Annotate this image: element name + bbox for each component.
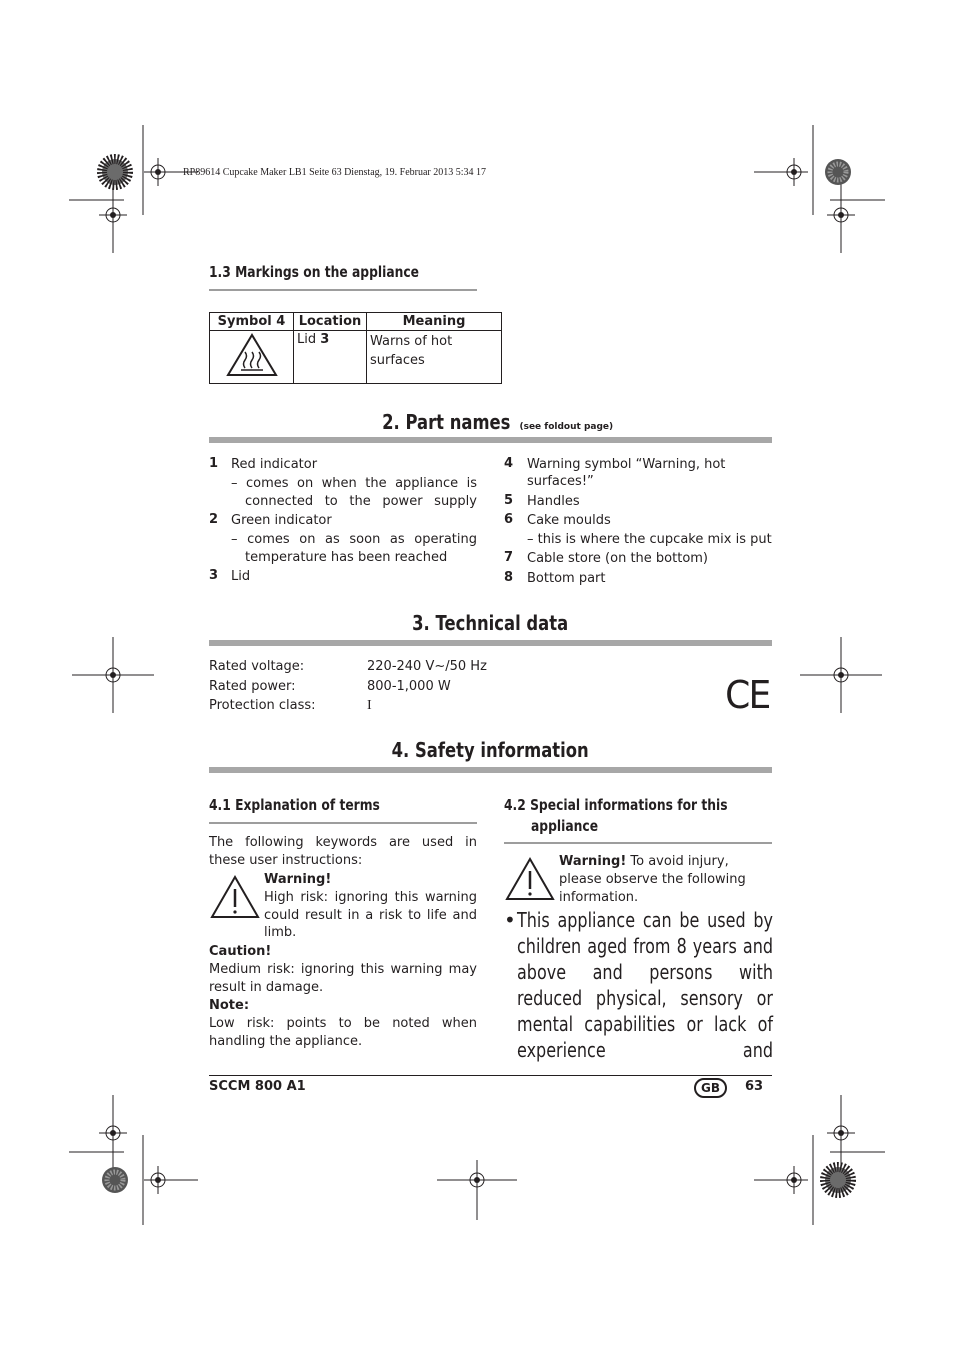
part-label-1: Red indicator: [231, 457, 318, 472]
part-label-8: Bottom part: [527, 571, 606, 586]
warning-triangle-icon: [209, 874, 261, 920]
note-label: Note:: [209, 998, 250, 1013]
tech-value-voltage: 220-240 V~/50 Hz: [367, 659, 487, 674]
special-warning: [559, 853, 772, 907]
tech-label-power: Rated power:: [209, 679, 296, 694]
meaning-text: Warns of hot surfaces: [370, 334, 453, 368]
tech-label-voltage: Rated voltage:: [209, 659, 305, 674]
section-4-2-title-line2: appliance: [531, 817, 599, 835]
warning-label: Warning!: [264, 872, 332, 887]
part-number-8: 8: [504, 570, 514, 585]
markings-table-row: [210, 331, 502, 384]
section-2-rule: [209, 437, 772, 443]
part-sub-2-text: – comes on as soon as operating temperature has been reached: [231, 532, 477, 565]
part-label-3: Lid: [231, 569, 251, 584]
hot-surface-warning-icon: [225, 332, 279, 378]
header-location: Location: [294, 313, 367, 331]
note-text: Low risk: points to be noted when handling the appliance.: [209, 1016, 477, 1049]
part-label-5: Handles: [527, 494, 580, 509]
tech-value-power: 800-1,000 W: [367, 679, 451, 694]
terms-intro: The following keywords are used in these user instructions:: [209, 835, 477, 868]
special-warning-text: To avoid injury, please observe the following information.: [559, 854, 746, 905]
bullet-paragraph: [517, 907, 773, 1063]
header-meaning: Meaning: [367, 313, 502, 331]
section-4-1-title: 4.1 Explanation of terms: [209, 796, 380, 814]
section-4-title: 4. Safety information: [391, 738, 590, 762]
markings-table-header: [210, 313, 502, 331]
part-number-1: 1: [209, 456, 219, 471]
section-3-rule: [209, 640, 772, 646]
section-2-title: 2. Part names: [381, 410, 511, 434]
section-1-3-rule: [209, 289, 477, 291]
section-4-rule: [209, 767, 772, 773]
caution-text: Medium risk: ignoring this warning may result in damage.: [209, 962, 477, 995]
footer-model: SCCM 800 A1: [209, 1079, 306, 1094]
warning-triangle-icon: [504, 856, 556, 902]
section-2-subtitle: (see foldout page): [519, 422, 614, 432]
section-4-heading: [209, 738, 772, 762]
section-4-1-rule: [209, 822, 477, 824]
hot-surface-symbol-cell: [210, 331, 294, 384]
part-number-7: 7: [504, 550, 514, 565]
meaning-cell: [367, 331, 502, 384]
location-text: Lid: [297, 332, 321, 347]
section-3-title: 3. Technical data: [412, 611, 569, 635]
section-3-heading: [209, 611, 772, 635]
section-4-2-title-line1: 4.2 Special informations for this: [504, 796, 728, 814]
part-label-2: Green indicator: [231, 513, 332, 528]
part-label-4: Warning symbol “Warning, hot surfaces!”: [527, 457, 726, 489]
part-label-7: Cable store (on the bottom): [527, 551, 709, 566]
part-sub-1: [231, 475, 477, 511]
tech-value-protection: I: [367, 698, 372, 713]
part-sub-6: – this is where the cupcake mix is put: [527, 532, 772, 547]
tech-label-protection: Protection class:: [209, 698, 316, 713]
footer-rule: [209, 1075, 772, 1076]
header-symbol: Symbol 4: [210, 313, 294, 331]
section-4-2-rule: [504, 842, 772, 844]
bullet-text: This appliance can be used by children aged from 8 years and above and persons with reduced physical, sensory or mental capabilities or lack of experience and: [517, 908, 773, 1062]
warning-text: High risk: ignoring this warning could result in a risk to life and limb.: [264, 890, 477, 940]
bullet: •: [504, 908, 516, 932]
caution-label: Caution!: [209, 944, 272, 959]
part-sub-1-text: – comes on when the appliance is connected to the power supply: [231, 476, 477, 509]
part-label-6: Cake moulds: [527, 513, 611, 528]
section-2-heading: [209, 410, 772, 434]
special-warning-label: Warning!: [559, 854, 627, 869]
location-number: 3: [320, 332, 330, 347]
section-1-3-title: 1.3 Markings on the appliance: [209, 263, 420, 281]
part-number-3: 3: [209, 568, 219, 583]
part-number-4: 4: [504, 456, 514, 471]
part-number-2: 2: [209, 512, 219, 527]
print-info: RP89614 Cupcake Maker LB1 Seite 63 Dienstag, 19. Februar 2013 5:34 17: [183, 167, 487, 178]
location-cell: [294, 331, 367, 384]
part-number-6: 6: [504, 512, 514, 527]
part-sub-2: [231, 531, 477, 567]
markings-table: [209, 312, 502, 384]
part-number-5: 5: [504, 493, 514, 508]
footer-page-number: 63: [745, 1079, 764, 1094]
footer-country-badge: GB: [694, 1078, 727, 1098]
ce-mark-icon: CE: [725, 673, 770, 717]
